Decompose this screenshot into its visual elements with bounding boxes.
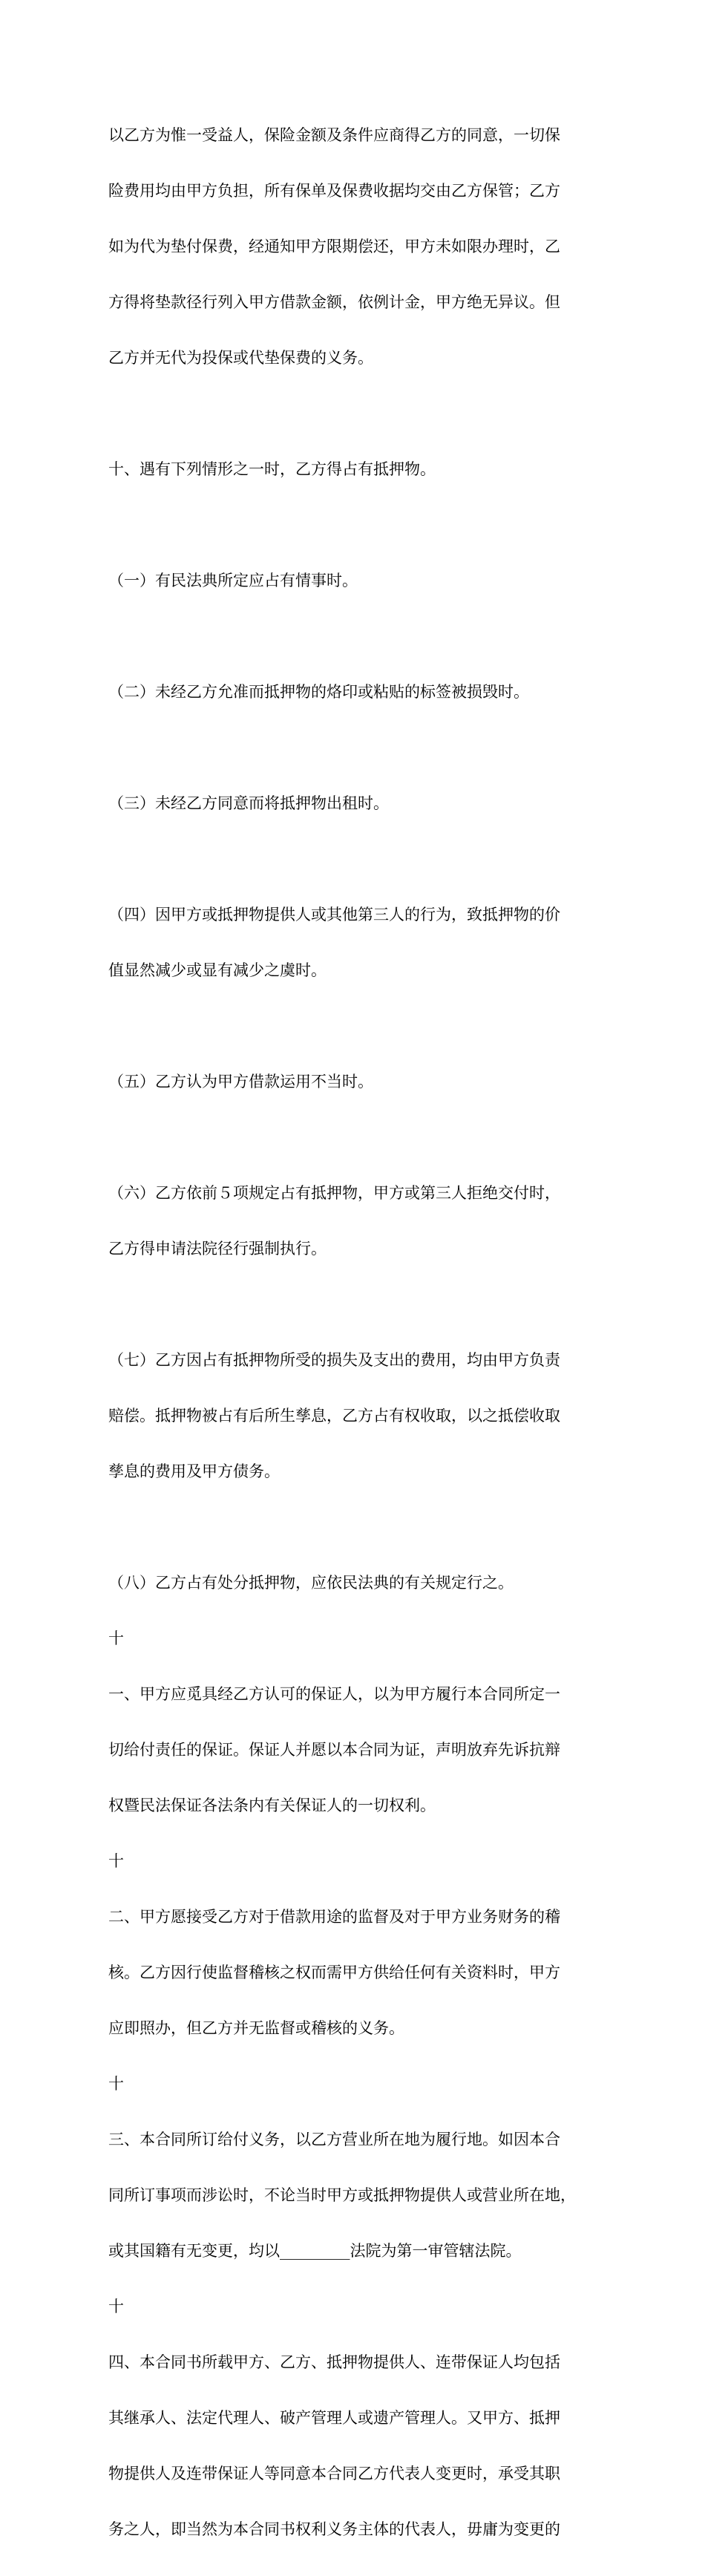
text-line: 如为代为垫付保费，经通知甲方限期偿还，甲方未如限办理时，乙 [108, 238, 560, 255]
clause-number-prefix: 十 [108, 2075, 124, 2093]
text-line: 一、甲方应觅具经乙方认可的保证人，以为甲方履行本合同所定一 [108, 1685, 560, 1703]
clause-number-prefix: 十 [108, 1629, 124, 1647]
clause-number-prefix: 十 [108, 2298, 124, 2315]
clause-10-item-1 [108, 535, 606, 627]
text-line: 孳息的费用及甲方债务。 [108, 1462, 280, 1480]
clause-10-item-8 [108, 1537, 606, 1629]
text-line: 四、本合同书所载甲方、乙方、抵押物提供人、连带保证人均包括 [108, 2353, 560, 2371]
clause-10-item-5 [108, 1036, 606, 1128]
text-line: 险费用均由甲方负担，所有保单及保费收据均交由乙方保管；乙方 [108, 182, 560, 200]
clause-12 [108, 1871, 606, 2075]
clause-11 [108, 1648, 606, 1852]
text-line: 方得将垫款径行列入甲方借款金额，依例计金，甲方绝无异议。但 [108, 293, 560, 311]
text-line: 二、甲方愿接受乙方对于借款用途的监督及对于甲方业务财务的稽 [108, 1908, 560, 1926]
text-line: 物提供人及连带保证人等同意本合同乙方代表人变更时，承受其职 [108, 2465, 560, 2482]
clause-10-item-3 [108, 757, 606, 850]
paragraph-insurance-clause [108, 89, 606, 405]
clause-10-item-6 [108, 1147, 606, 1295]
text-line: 赔偿。抵押物被占有后所生孳息，乙方占有权收取，以之抵偿收取 [108, 1407, 560, 1425]
text-line: 以乙方为惟一受益人，保险金额及条件应商得乙方的同意，一切保 [108, 126, 560, 144]
text-line: （三）未经乙方同意而将抵押物出租时。 [108, 794, 389, 812]
text-line: 十、遇有下列情形之一时，乙方得占有抵押物。 [108, 460, 436, 478]
text-line: 务之人，即当然为本合同书权利义务主体的代表人，毋庸为变更的 [108, 2520, 560, 2538]
text-line: （八）乙方占有处分抵押物，应依民法典的有关规定行之。 [108, 1574, 514, 1592]
document-page [108, 89, 606, 2576]
text-line: 其继承人、法定代理人、破产管理人或遗产管理人。又甲方、抵押 [108, 2409, 560, 2427]
text-line: （四）因甲方或抵押物提供人或其他第三人的行为，致抵押物的价 [108, 906, 560, 923]
text-line: 同所订事项而涉讼时，不论当时甲方或抵押物提供人或营业所在地， [108, 2186, 576, 2204]
text-line: 乙方并无代为投保或代垫保费的义务。 [108, 349, 373, 367]
text-line: （二）未经乙方允准而抵押物的烙印或粘贴的标签被损毁时。 [108, 683, 529, 701]
clause-10-item-4 [108, 869, 606, 1017]
text-line: 三、本合同所订给付义务，以乙方营业所在地为履行地。如因本合 [108, 2131, 560, 2148]
text-line: （六）乙方依前５项规定占有抵押物，甲方或第三人拒绝交付时， [108, 1184, 560, 1202]
clause-14 [108, 2316, 606, 2576]
text-line: 核。乙方因行使监督稽核之权而需甲方供给任何有关资料时，甲方 [108, 1964, 560, 1981]
text-line: （五）乙方认为甲方借款运用不当时。 [108, 1073, 373, 1091]
text-line: 乙方得申请法院径行强制执行。 [108, 1240, 327, 1258]
clause-10-item-7 [108, 1314, 606, 1518]
clause-10-item-2 [108, 646, 606, 739]
text-line: （七）乙方因占有抵押物所受的损失及支出的费用，均由甲方负责 [108, 1351, 560, 1369]
text-line: 应即照办，但乙方并无监督或稽核的义务。 [108, 2019, 404, 2037]
clause-number-prefix: 十 [108, 1852, 124, 1870]
text-line: 值显然减少或显有减少之虞时。 [108, 961, 327, 979]
clause-10-heading [108, 423, 606, 516]
text-line: 权暨民法保证各法条内有关保证人的一切权利。 [108, 1797, 436, 1814]
text-line: 切给付责任的保证。保证人并愿以本合同为证，声明放弃先诉抗辩 [108, 1741, 560, 1759]
clause-13 [108, 2093, 606, 2298]
text-line: 或其国籍有无变更，均以_________法院为第一审管辖法院。 [108, 2242, 522, 2260]
text-line: （一）有民法典所定应占有情事时。 [108, 572, 358, 589]
